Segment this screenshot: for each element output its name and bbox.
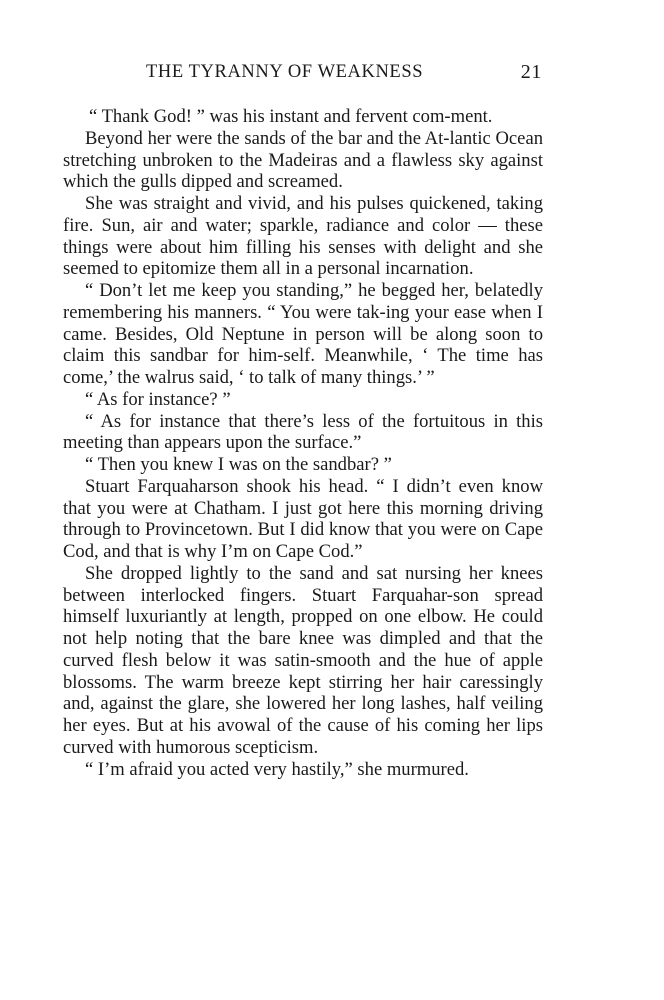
paragraph: Beyond her were the sands of the bar and the At-lantic Ocean stretching unbroken to the Madeiras and a flawless sky against which the gulls dipped and screamed. xyxy=(63,127,543,193)
running-title: THE TYRANNY OF WEAKNESS xyxy=(146,62,424,82)
paragraph: “ Then you knew I was on the sandbar? ” xyxy=(85,454,392,475)
paragraph: “ As for instance? ” xyxy=(85,388,231,410)
paragraph: “ Thank God! ” was his instant and fervent com-ment. xyxy=(89,106,493,127)
page-number: 21 xyxy=(520,61,542,83)
paragraph: “ I’m afraid you acted very hastily,” she murmured. xyxy=(85,758,469,780)
paragraph: Stuart Farquaharson shook his head. “ I didn’t even know that you were at Chatham. I just got here this morning driving through to Provincetown. But I did know that you were on Cape Cod, and that is why I’m on Cape Cod.” xyxy=(63,475,543,562)
paragraph: She was straight and vivid, and his pulses quickened, taking fire. Sun, air and water; sparkle, radiance and color — these things were about him filling his senses with delight and she seemed to epitomize them all in a personal incarnation. xyxy=(63,193,543,280)
paragraph: “ As for instance that there’s less of the fortuitous in this meeting than appears upon the surface.” xyxy=(63,410,543,454)
paragraph: She dropped lightly to the sand and sat nursing her knees between interlocked fingers. Stuart Farquahar-son spread himself luxuriantly at length, propped on one elbow. He could not help noting that the bare knee was dimpled and that the curved flesh below it was satin-smooth and the hue of apple blossoms. The warm breeze kept stirring her hair caressingly and, against the glare, she lowered her long lashes, half veiling her eyes. But at his avowal of the cause of his coming her lips curved with humorous scepticism. xyxy=(63,562,543,758)
body-text xyxy=(63,106,543,780)
running-header xyxy=(146,62,542,90)
paragraph: “ Don’t let me keep you standing,” he begged her, belatedly remembering his manners. “ You were tak-ing your ease when I came. Besides, Old Neptune in person will be along soon to claim this sandbar for him-self. Meanwhile, ‘ The time has come,’ the walrus said, ‘ to talk of many things.’ ” xyxy=(63,280,543,388)
